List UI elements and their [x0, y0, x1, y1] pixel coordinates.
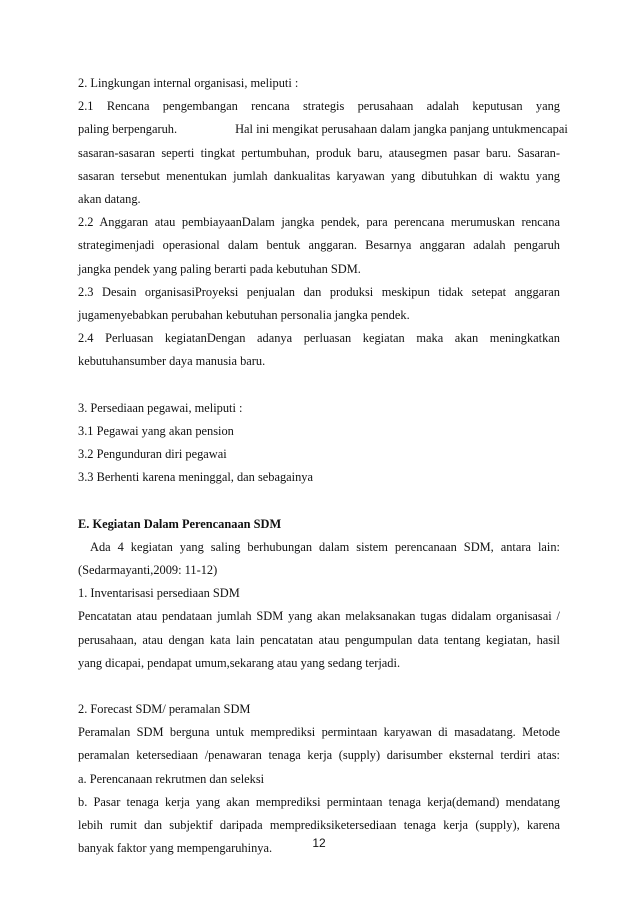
paragraph-line: yang dicapai, pendapat umum,sekarang atau yang sedang terjadi.	[78, 655, 401, 670]
item-1-title: 1. Inventarisasi persediaan SDM	[78, 586, 240, 601]
citation: (Sedarmayanti,2009: 11-12)	[78, 562, 218, 577]
section-e-heading: E. Kegiatan Dalam Perencanaan SDM	[78, 516, 282, 531]
page-body	[78, 72, 568, 860]
paragraph-line: perusahaan, atau dengan kata lain pencatatan atau pengumpulan data tentang kegiatan, hasil	[78, 632, 560, 647]
section-3-heading: 3. Persediaan pegawai, meliputi :	[78, 400, 243, 415]
paragraph-fragment: paling berpengaruh.	[78, 122, 178, 137]
page-number: 12	[312, 836, 326, 850]
paragraph-line: jangka pendek yang paling berarti pada kebutuhan SDM.	[78, 261, 361, 276]
paragraph-2-4	[78, 327, 560, 373]
item-2-title: 2. Forecast SDM/ peramalan SDM	[78, 702, 251, 717]
paragraph-line	[78, 118, 568, 141]
list-item: a. Perencanaan rekrutmen dan seleksi	[78, 771, 265, 786]
paragraph-line: jugamenyebabkan perubahan kebutuhan personalia jangka pendek.	[78, 307, 410, 322]
paragraph-fragment: Hal ini mengikat perusahaan dalam jangka panjang untukmencapai	[235, 122, 568, 137]
paragraph-line: 2.4 Perluasan kegiatanDengan adanya perluasan kegiatan maka akan meningkatkan	[78, 331, 560, 346]
paragraph-line: sasaran tersebut menentukan jumlah dankualitas karyawan yang dibutuhkan di waktu yang	[78, 168, 560, 183]
paragraph-line: 2.1 Rencana pengembangan rencana strategis perusahaan adalah keputusan yang	[78, 99, 560, 114]
list-item: 3.3 Berhenti karena meninggal, dan sebagainya	[78, 470, 313, 485]
paragraph-2-1	[78, 95, 568, 211]
paragraph-2-3	[78, 281, 560, 327]
list-item: 3.2 Pengunduran diri pegawai	[78, 447, 227, 461]
paragraph-line: 2.2 Anggaran atau pembiayaanDalam jangka pendek, para perencana merumuskan rencana	[78, 215, 560, 230]
paragraph-line: Peramalan SDM berguna untuk memprediksi permintaan karyawan di masadatang. Metode	[78, 725, 560, 740]
paragraph-line: Pencatatan atau pendataan jumlah SDM yang akan melaksanakan tugas didalam organisasai /	[78, 609, 560, 624]
paragraph-line: akan datang.	[78, 191, 141, 206]
section-2-heading: 2. Lingkungan internal organisasi, meliputi :	[78, 76, 299, 90]
paragraph-line: kebutuhansumber daya manusia baru.	[78, 354, 266, 369]
paragraph-line: Ada 4 kegiatan yang saling berhubungan dalam sistem perencanaan SDM, antara lain:	[90, 539, 560, 554]
list-item: 3.1 Pegawai yang akan pension	[78, 423, 234, 438]
paragraph-line: 2.3 Desain organisasiProyeksi penjualan dan produksi meskipun tidak setepat anggaran	[78, 284, 560, 299]
paragraph-line: b. Pasar tenaga kerja yang akan memprediksi permintaan tenaga kerja(demand) mendatang	[78, 794, 560, 809]
paragraph-line: banyak faktor yang mempengaruhinya.	[78, 841, 273, 856]
paragraph-line: peramalan ketersediaan /penawaran tenaga kerja (supply) darisumber eksternal terdiri atas:	[78, 748, 560, 763]
paragraph-line: sasaran-sasaran seperti tingkat pertumbuhan, produk baru, atausegmen pasar baru. Sasaran-	[78, 145, 560, 160]
paragraph-line: strategimenjadi operasional dalam bentuk anggaran. Besarnya anggaran adalah pengaruh	[78, 238, 560, 253]
paragraph-2-2	[78, 211, 560, 281]
paragraph-line: lebih rumit dan subjektif daripada memprediksiketersediaan tenaga kerja (supply), karena	[78, 818, 560, 832]
